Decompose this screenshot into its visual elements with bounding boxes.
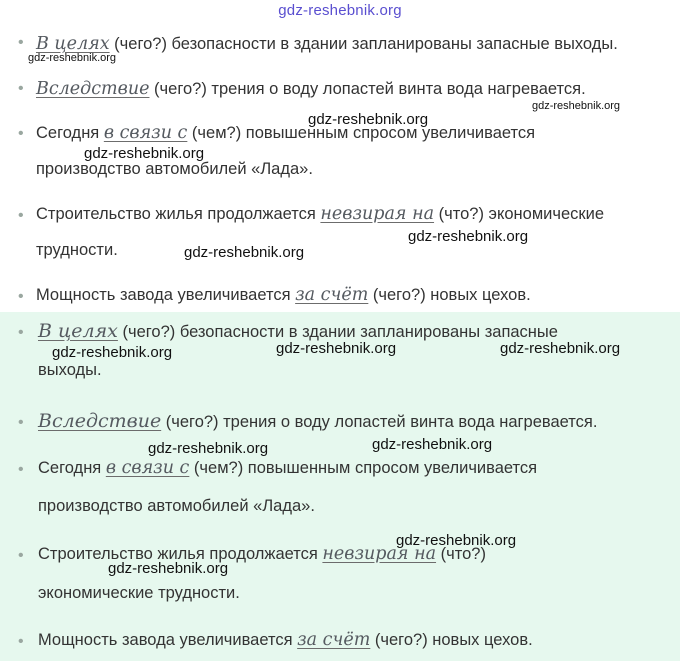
sentence-8-line-2: производство автомобилей «Лада». (38, 497, 315, 515)
watermark: gdz-reshebnik.org (532, 100, 621, 112)
preposition-marker: в связи с (105, 458, 190, 478)
preposition-marker: невзирая на (320, 204, 435, 224)
watermark: gdz-reshebnik.org (372, 436, 493, 453)
sentence-text: (чего?) новых цехов. (370, 631, 533, 649)
watermark: gdz-reshebnik.org (500, 340, 621, 357)
sentence-text: (чего?) безопасности в здании запланированы запасные выходы. (109, 35, 618, 53)
sentence-text: (что?) экономические (434, 205, 605, 223)
bullet: • (18, 80, 24, 97)
sentence-text: (чем?) повышенным спросом увеличивается (187, 124, 536, 142)
watermark: gdz-reshebnik.org (396, 532, 517, 549)
bullet: • (18, 461, 24, 478)
sentence-text: (чего?) трения о воду лопастей винта вода нагревается. (161, 413, 598, 431)
preposition-marker: Вследствие (36, 79, 150, 99)
sentence-3-line-2: производство автомобилей «Лада». (36, 160, 313, 178)
sentence-text: Строительство жилья продолжается (38, 545, 323, 563)
watermark: gdz-reshebnik.org (108, 560, 229, 577)
sentence-text: Сегодня (38, 459, 106, 477)
watermark: gdz-reshebnik.org (308, 111, 429, 128)
sentence-text: (чем?) повышенным спросом увеличивается (189, 459, 538, 477)
watermark: gdz-reshebnik.org (276, 340, 397, 357)
bullet: • (18, 125, 24, 142)
sentence-text: (чего?) трения о воду лопастей винта вода нагревается. (149, 80, 586, 98)
sentence-6-line-2: выходы. (38, 361, 102, 379)
watermark: gdz-reshebnik.org (408, 228, 529, 245)
sentence-text: (чего?) безопасности в здании запланированы запасные (117, 323, 558, 341)
sentence-5 (36, 277, 531, 314)
preposition-marker: невзирая на (322, 544, 437, 564)
sentence-2 (36, 71, 586, 108)
sentence-7 (38, 403, 597, 441)
sentence-text: Мощность завода увеличивается (38, 631, 298, 649)
preposition-marker: за счёт (297, 630, 371, 650)
bullet: • (18, 547, 24, 564)
sentence-9-line-2: экономические трудности. (38, 584, 240, 602)
sentence-10 (38, 622, 533, 659)
preposition-marker: В целях (36, 34, 110, 54)
preposition-marker: В целях (38, 320, 118, 342)
sentence-text: Строительство жилья продолжается (36, 205, 321, 223)
bullet: • (18, 34, 24, 51)
sentence-text: (чего?) новых цехов. (368, 286, 531, 304)
sentence-text: Мощность завода увеличивается (36, 286, 296, 304)
sentence-text: Сегодня (36, 124, 104, 142)
preposition-marker: в связи с (103, 123, 188, 143)
watermark: gdz-reshebnik.org (52, 344, 173, 361)
watermark: gdz-reshebnik.org (84, 145, 205, 162)
bullet: • (18, 324, 24, 341)
preposition-marker: за счёт (295, 285, 369, 305)
sentence-4-line-2: трудности. (36, 241, 118, 259)
watermark: gdz-reshebnik.org (28, 52, 117, 64)
bullet: • (18, 207, 24, 224)
sentence-text: (что?) (436, 545, 486, 563)
sentence-8 (38, 450, 537, 487)
preposition-marker: Вследствие (38, 410, 162, 432)
watermark: gdz-reshebnik.org (148, 440, 269, 457)
sentence-1 (36, 26, 618, 63)
site-header: gdz-reshebnik.org (278, 2, 402, 19)
bullet: • (18, 288, 24, 305)
watermark: gdz-reshebnik.org (184, 244, 305, 261)
bullet: • (18, 414, 24, 431)
bullet: • (18, 633, 24, 650)
